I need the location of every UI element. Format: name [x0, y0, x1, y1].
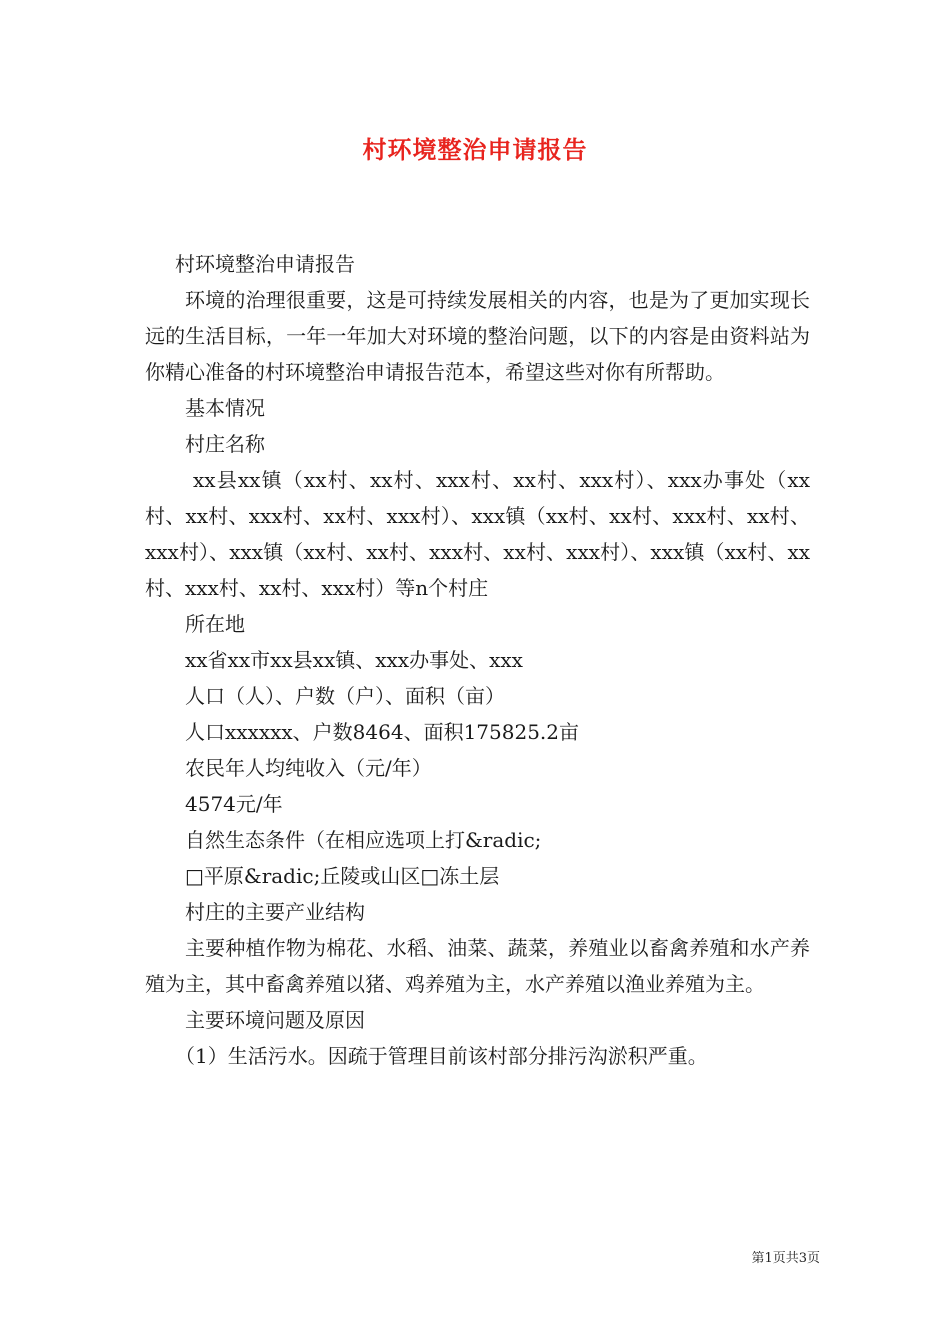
paragraph-heading: 村环境整治申请报告 — [175, 252, 355, 276]
paragraph-location-label: 所在地 — [185, 612, 245, 636]
paragraph-population: 人口xxxxxx、户数8464、面积175825.2亩 — [185, 720, 580, 744]
document-body — [145, 246, 810, 1074]
paragraph-problems-label: 主要环境问题及原因 — [185, 1008, 365, 1032]
paragraph-income: 4574元/年 — [185, 792, 283, 816]
paragraph-intro: 环境的治理很重要，这是可持续发展相关的内容，也是为了更加实现长远的生活目标，一年一年加大对环境的整治问题，以下的内容是由资料站为你精心准备的村环境整治申请报告范本，希望这些对你有所帮助。 — [145, 288, 810, 384]
document-title: 村环境整治申请报告 — [362, 135, 588, 164]
paragraph-industry: 主要种植作物为棉花、水稻、油菜、蔬菜，养殖业以畜禽养殖和水产养殖为主，其中畜禽养殖以猪、鸡养殖为主，水产养殖以渔业养殖为主。 — [145, 936, 810, 996]
paragraph-income-label: 农民年人均纯收入（元/年） — [185, 756, 432, 780]
paragraph-village-list: xx县xx镇（xx村、xx村、xxx村、xx村、xxx村）、xxx办事处（xx村、xx村、xxx村、xx村、xxx村）、xxx镇（xx村、xx村、xxx村、xx村、xxx村）、xxx镇（xx村、xx村、xxx村、xx村、xxx村）、xxx镇（xx村、xx村、xxx村、xx村、xxx村）等n个村庄 — [145, 468, 810, 600]
paragraph-ecology-options: □平原&radic;丘陵或山区□冻土层 — [185, 864, 500, 888]
paragraph-population-label: 人口（人）、户数（户）、面积（亩） — [185, 684, 505, 708]
page-footer: 第1页共3页 — [751, 1251, 820, 1266]
paragraph-village-name-label: 村庄名称 — [185, 432, 265, 456]
paragraph-ecology-label: 自然生态条件（在相应选项上打&radic; — [185, 828, 542, 852]
paragraph-sewage: （1）生活污水。因疏于管理目前该村部分排污沟淤积严重。 — [175, 1044, 708, 1068]
paragraph-industry-label: 村庄的主要产业结构 — [185, 900, 365, 924]
paragraph-basic-info: 基本情况 — [185, 396, 265, 420]
paragraph-location: xx省xx市xx县xx镇、xxx办事处、xxx — [185, 648, 523, 672]
